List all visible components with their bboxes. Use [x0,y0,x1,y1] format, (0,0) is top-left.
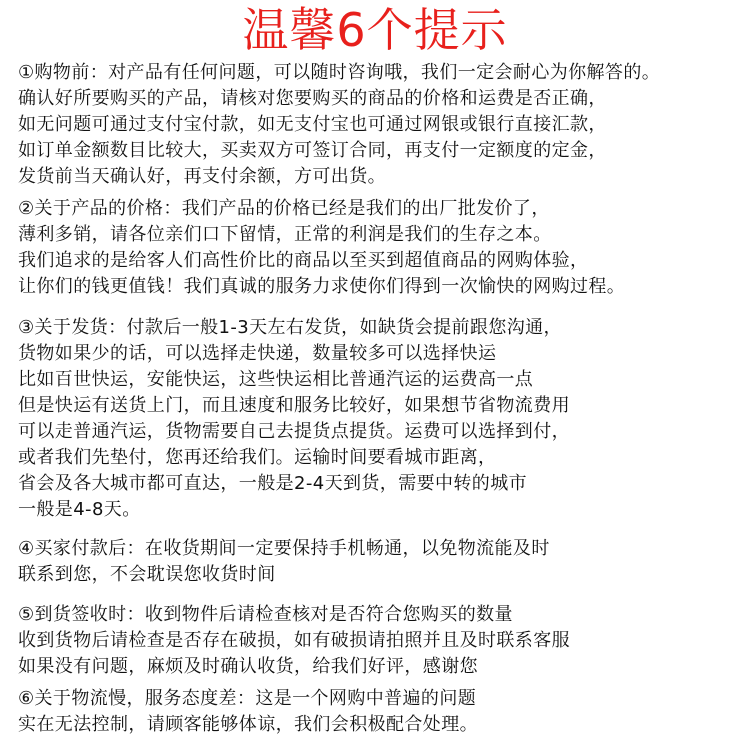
tip-6-line-2: 实在无法控制，请顾客能够体谅，我们会积极配合处理。 [18,714,478,735]
tip-1-line-3: 如无问题可通过支付宝付款，如无支付宝也可通过网银或银行直接汇款， [18,114,607,135]
tip-6-line-1: ⑥关于物流慢，服务态度差：这是一个网购中普遍的问题 [18,688,477,709]
tip-3-line-8: 一般是4-8天。 [18,499,141,520]
tip-3-line-7: 省会及各大城市都可直达，一般是2-4天到货，需要中转的城市 [18,473,527,494]
tip-2-line-2: 薄利多销，请各位亲们口下留情，正常的利润是我们的生存之本。 [18,224,552,245]
page-title: 温馨6个提示 [242,3,508,57]
tip-5-line-1: ⑤到货签收时：收到物件后请检查核对是否符合您购买的数量 [18,604,513,625]
tip-1-line-5: 发货前当天确认好，再支付余额，方可出货。 [18,166,386,187]
tip-3-line-1: ③关于发货：付款后一般1-3天左右发货，如缺货会提前跟您沟通， [18,317,562,338]
tip-5-line-3: 如果没有问题，麻烦及时确认收货，给我们好评，感谢您 [18,656,478,677]
tip-3-line-3: 比如百世快运，安能快运，这些快运相比普通汽运的运费高一点 [18,369,534,390]
tip-2-line-4: 让你们的钱更值钱！我们真诚的服务力求使你们得到一次愉快的网购过程。 [18,276,626,297]
tip-1-line-1: ①购物前：对产品有任何问题，可以随时咨询哦，我们一定会耐心为你解答的。 [18,62,661,83]
tip-3-line-5: 可以走普通汽运，货物需要自己去提货点提货。运费可以选择到付， [18,421,570,442]
tip-1-line-2: 确认好所要购买的产品，请核对您要购买的商品的价格和运费是否正确， [18,88,607,109]
tip-1-line-4: 如订单金额数目比较大，买卖双方可签订合同，再支付一定额度的定金， [18,140,607,161]
tip-5-line-2: 收到货物后请检查是否存在破损，如有破损请拍照并且及时联系客服 [18,630,570,651]
tip-3-line-4: 但是快运有送货上门，而且速度和服务比较好，如果想节省物流费用 [18,395,570,416]
tip-3-line-6: 或者我们先垫付，您再还给我们。运输时间要看城市距离， [18,447,497,468]
tip-2-line-3: 我们追求的是给客人们高性价比的商品以至买到超值商品的网购体验， [18,250,589,271]
tip-3-line-2: 货物如果少的话，可以选择走快递，数量较多可以选择快运 [18,343,497,364]
tip-4-line-2: 联系到您，不会耽误您收货时间 [18,564,276,585]
tip-4-line-1: ④买家付款后：在收货期间一定要保持手机畅通，以免物流能及时 [18,538,550,559]
tip-2-line-1: ②关于产品的价格：我们产品的价格已经是我们的出厂批发价了， [18,198,550,219]
